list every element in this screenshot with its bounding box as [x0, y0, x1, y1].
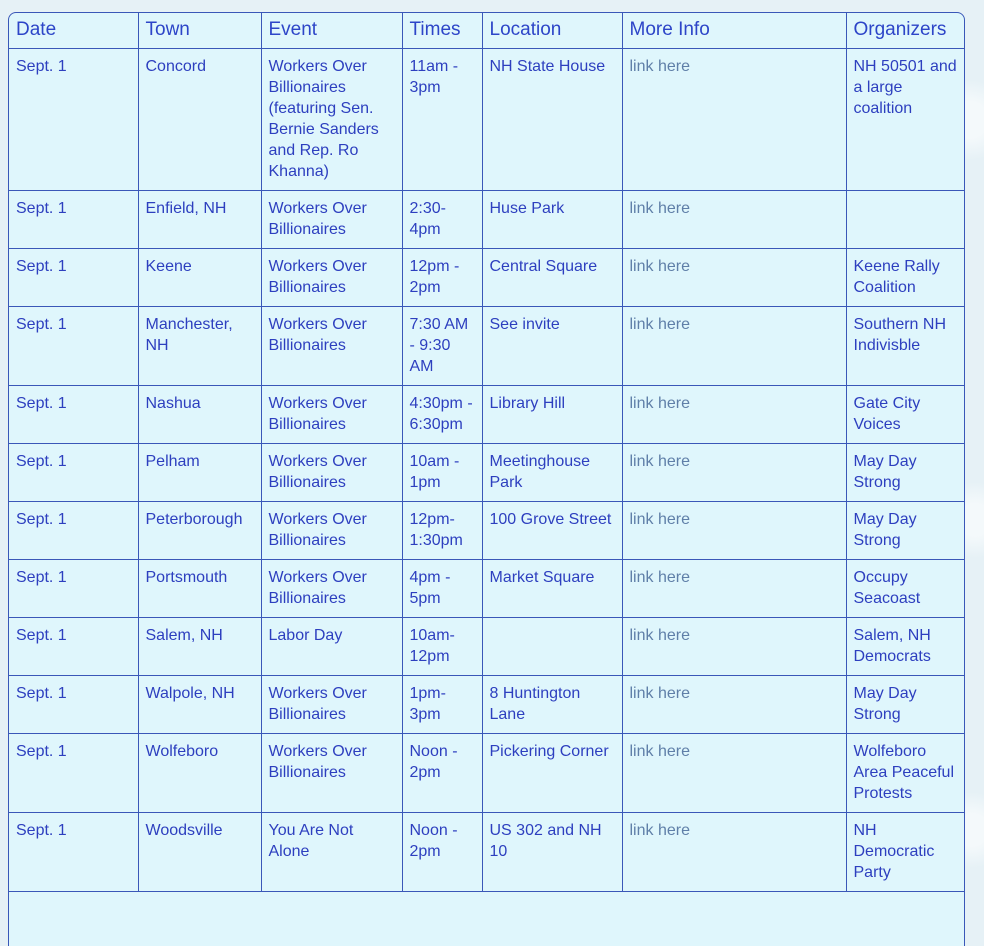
more-info-link[interactable]: link here	[622, 813, 846, 892]
organizers-cell: Occupy Seacoast	[846, 560, 965, 618]
more-info-link[interactable]: link here	[622, 560, 846, 618]
more-info-link[interactable]: link here	[622, 734, 846, 813]
table-row	[9, 618, 965, 676]
event-cell: Workers Over Billionaires	[261, 249, 402, 307]
table-row	[9, 249, 965, 307]
event-cell: Workers Over Billionaires	[261, 386, 402, 444]
event-cell: Workers Over Billionaires	[261, 191, 402, 249]
times-cell: 12pm- 1:30pm	[402, 502, 482, 560]
date-cell: Sept. 1	[9, 676, 138, 734]
town-cell: Salem, NH	[138, 618, 261, 676]
town-cell: Peterborough	[138, 502, 261, 560]
organizers-cell: May Day Strong	[846, 502, 965, 560]
town-cell: Concord	[138, 49, 261, 191]
organizers-cell: May Day Strong	[846, 444, 965, 502]
location-cell: NH State House	[482, 49, 622, 191]
more-info-link[interactable]: link here	[622, 676, 846, 734]
times-cell: 4pm - 5pm	[402, 560, 482, 618]
header-more-info: More Info	[622, 13, 846, 49]
organizers-cell: NH 50501 and a large coalition	[846, 49, 965, 191]
table-row	[9, 502, 965, 560]
more-info-link[interactable]: link here	[622, 49, 846, 191]
organizers-cell: Southern NH Indivisble	[846, 307, 965, 386]
date-cell: Sept. 1	[9, 502, 138, 560]
town-cell: Walpole, NH	[138, 676, 261, 734]
times-cell: 2:30- 4pm	[402, 191, 482, 249]
date-cell: Sept. 1	[9, 734, 138, 813]
date-cell: Sept. 1	[9, 444, 138, 502]
times-cell: Noon - 2pm	[402, 734, 482, 813]
table-row	[9, 444, 965, 502]
more-info-link[interactable]: link here	[622, 444, 846, 502]
event-cell: Labor Day	[261, 618, 402, 676]
location-cell: Market Square	[482, 560, 622, 618]
event-cell: Workers Over Billionaires	[261, 676, 402, 734]
town-cell: Pelham	[138, 444, 261, 502]
event-cell: Workers Over Billionaires	[261, 560, 402, 618]
header-event: Event	[261, 13, 402, 49]
organizers-cell: Keene Rally Coalition	[846, 249, 965, 307]
organizers-cell: Gate City Voices	[846, 386, 965, 444]
events-table-container	[8, 12, 965, 946]
location-cell	[482, 618, 622, 676]
times-cell: 4:30pm - 6:30pm	[402, 386, 482, 444]
date-cell: Sept. 1	[9, 386, 138, 444]
event-cell: Workers Over Billionaires	[261, 734, 402, 813]
town-cell: Nashua	[138, 386, 261, 444]
more-info-link[interactable]: link here	[622, 502, 846, 560]
times-cell: 12pm - 2pm	[402, 249, 482, 307]
location-cell: Huse Park	[482, 191, 622, 249]
table-row	[9, 560, 965, 618]
location-cell: Meetinghouse Park	[482, 444, 622, 502]
header-date: Date	[9, 13, 138, 49]
town-cell: Woodsville	[138, 813, 261, 892]
town-cell: Keene	[138, 249, 261, 307]
date-cell: Sept. 1	[9, 307, 138, 386]
times-cell: 7:30 AM - 9:30 AM	[402, 307, 482, 386]
organizers-cell: May Day Strong	[846, 676, 965, 734]
table-row	[9, 734, 965, 813]
town-cell: Wolfeboro	[138, 734, 261, 813]
table-row	[9, 307, 965, 386]
times-cell: 11am - 3pm	[402, 49, 482, 191]
event-cell: You Are Not Alone	[261, 813, 402, 892]
location-cell: 8 Huntington Lane	[482, 676, 622, 734]
date-cell: Sept. 1	[9, 618, 138, 676]
times-cell: Noon - 2pm	[402, 813, 482, 892]
location-cell: See invite	[482, 307, 622, 386]
town-cell: Portsmouth	[138, 560, 261, 618]
organizers-cell: Wolfeboro Area Peaceful Protests	[846, 734, 965, 813]
table-header-row	[9, 13, 965, 49]
location-cell: US 302 and NH 10	[482, 813, 622, 892]
header-organizers: Organizers	[846, 13, 965, 49]
location-cell: Central Square	[482, 249, 622, 307]
table-row	[9, 386, 965, 444]
date-cell: Sept. 1	[9, 813, 138, 892]
header-town: Town	[138, 13, 261, 49]
times-cell: 10am- 12pm	[402, 618, 482, 676]
town-cell: Enfield, NH	[138, 191, 261, 249]
table-row	[9, 676, 965, 734]
events-table	[9, 13, 965, 892]
date-cell: Sept. 1	[9, 249, 138, 307]
more-info-link[interactable]: link here	[622, 249, 846, 307]
table-row	[9, 191, 965, 249]
organizers-cell	[846, 191, 965, 249]
date-cell: Sept. 1	[9, 191, 138, 249]
more-info-link[interactable]: link here	[622, 191, 846, 249]
times-cell: 1pm- 3pm	[402, 676, 482, 734]
location-cell: 100 Grove Street	[482, 502, 622, 560]
town-cell: Manchester, NH	[138, 307, 261, 386]
times-cell: 10am - 1pm	[402, 444, 482, 502]
date-cell: Sept. 1	[9, 49, 138, 191]
event-cell: Workers Over Billionaires	[261, 444, 402, 502]
organizers-cell: Salem, NH Democrats	[846, 618, 965, 676]
header-times: Times	[402, 13, 482, 49]
event-cell: Workers Over Billionaires	[261, 502, 402, 560]
more-info-link[interactable]: link here	[622, 307, 846, 386]
location-cell: Library Hill	[482, 386, 622, 444]
date-cell: Sept. 1	[9, 560, 138, 618]
more-info-link[interactable]: link here	[622, 618, 846, 676]
more-info-link[interactable]: link here	[622, 386, 846, 444]
event-cell: Workers Over Billionaires	[261, 307, 402, 386]
event-cell: Workers Over Billionaires (featuring Sen. Bernie Sanders and Rep. Ro Khanna)	[261, 49, 402, 191]
table-row	[9, 49, 965, 191]
organizers-cell: NH Democratic Party	[846, 813, 965, 892]
header-location: Location	[482, 13, 622, 49]
location-cell: Pickering Corner	[482, 734, 622, 813]
table-row	[9, 813, 965, 892]
